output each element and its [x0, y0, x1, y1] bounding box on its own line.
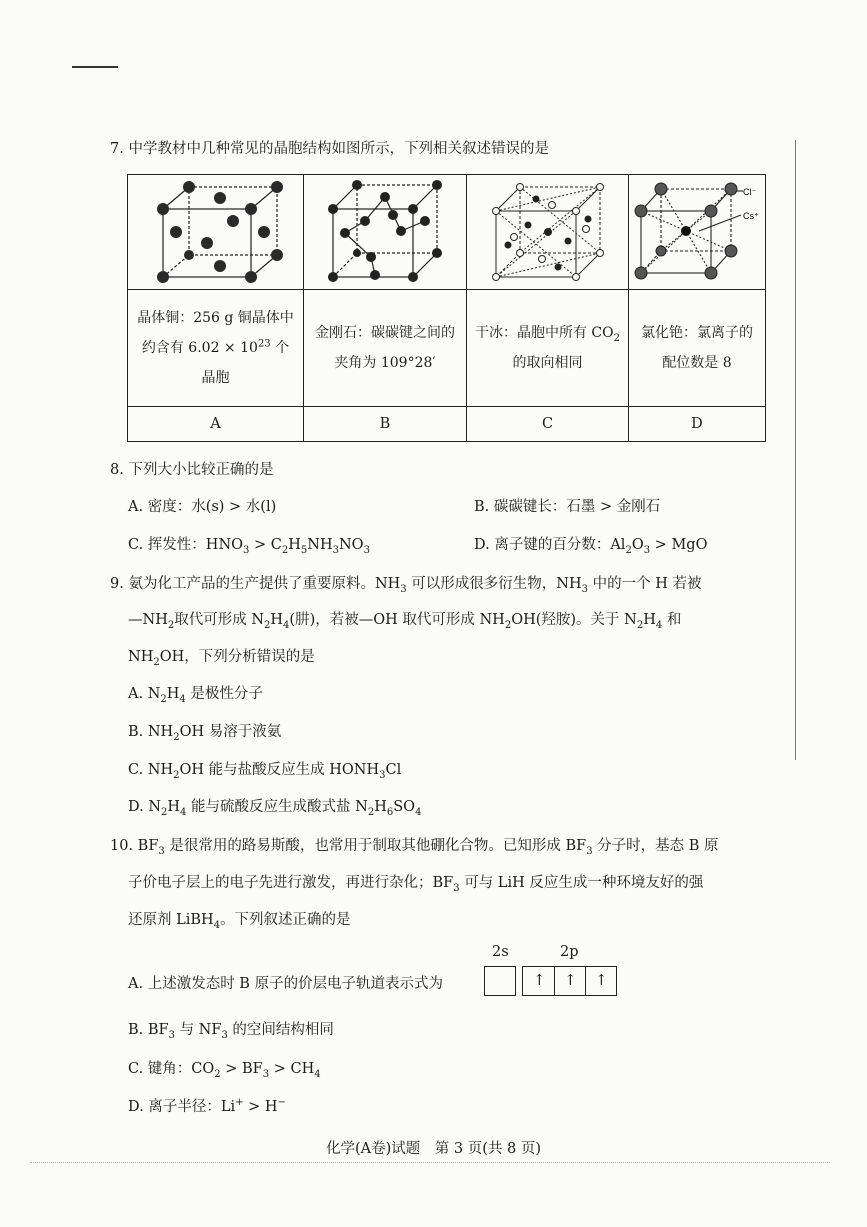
question-9-option-b: B. $NH_2OH$ 易溶于液氨 — [128, 724, 282, 743]
question-9-option-c: C. $NH_2OH$ 能与盐酸反应生成 $HONH_3Cl$ — [128, 762, 402, 781]
orbital-2p-label: 2p — [560, 944, 579, 960]
question-8-option-a: A. 密度：水(s) > 水(l) — [128, 499, 277, 515]
crystal-structure-table — [127, 174, 766, 442]
dry-ice-cell-figure — [467, 175, 629, 290]
electron-up-arrow-3: ↑ — [595, 971, 608, 989]
orbital-2s-box — [484, 966, 516, 996]
question-8-option-c: C. 挥发性：$HNO_3 > C_2H_5NH_3NO_3$ — [128, 537, 370, 556]
question-8-option-b: B. 碳碳键长：石墨 > 金刚石 — [474, 499, 661, 515]
question-10-option-d: D. 离子半径：Li+ > H− — [128, 1097, 286, 1115]
option-b-label: B — [304, 407, 467, 442]
electron-up-arrow-1: ↑ — [533, 971, 546, 989]
cs-ion-label: Cs⁺ — [743, 211, 759, 221]
question-9-option-d: D. $N_2H_4$ 能与硫酸反应生成酸式盐 $N_2H_6SO_4$ — [128, 799, 422, 818]
top-rule — [72, 66, 118, 68]
option-c-description: 干冰：晶胞中所有 $CO_2$ 的取向相同 — [467, 290, 629, 407]
option-a-description: 晶体铜：256 g 铜晶体中 约含有 $6.02 \times 10^{23}$ 个 晶胞 — [128, 290, 304, 407]
question-8-stem: 8. 下列大小比较正确的是 — [110, 462, 274, 478]
question-10-stem-line-2: 子价电子层上的电子先进行激发，再进行杂化；$BF_3$ 可与 LiH 反应生成一种环境友好的强 — [128, 875, 704, 894]
footer-rule — [30, 1162, 830, 1163]
question-9-stem-line-2: $—NH_2$取代可形成 $N_2H_4$(肼)，若被—OH 取代可形成 $NH_2OH$(羟胺)。关于 $N_2H_4$ 和 — [128, 612, 682, 631]
question-10-stem-line-3: 还原剂 LiBH$_4$。下列叙述正确的是 — [128, 912, 351, 931]
copper-cell-figure — [128, 175, 304, 290]
dry-ice-diagram — [478, 175, 618, 285]
electron-up-arrow-2: ↑ — [564, 971, 577, 989]
question-9-stem-line-1: 9. 氨为化工产品的生产提供了重要原料。$NH_3$ 可以形成很多衍生物，$NH_3$ 中的一个 H 若被 — [110, 576, 702, 595]
orbital-2p-box — [522, 966, 617, 996]
question-9-option-a: A. $N_2H_4$ 是极性分子 — [128, 686, 263, 705]
orbital-2s-label: 2s — [492, 944, 509, 960]
page-edge-line — [795, 140, 796, 760]
question-8-option-d: D. 离子键的百分数：$Al_2O_3$ > MgO — [474, 537, 708, 556]
diamond-cell-figure — [304, 175, 467, 290]
fcc-copper-diagram — [141, 175, 291, 285]
page-footer: 化学(A卷)试题 第 3 页(共 8 页) — [326, 1141, 541, 1157]
question-9-stem-line-3: $NH_2OH$，下列分析错误的是 — [128, 649, 315, 668]
option-b-description: 金刚石：碳碳键之间的 夹角为 109°28′ — [304, 290, 467, 407]
diamond-diagram — [315, 175, 455, 285]
question-7-stem: 7. 中学教材中几种常见的晶胞结构如图所示，下列相关叙述错误的是 — [110, 141, 549, 157]
question-10-option-b: B. $BF_3$ 与 $NF_3$ 的空间结构相同 — [128, 1022, 334, 1041]
option-d-label: D — [629, 407, 766, 442]
cl-ion-label: Cl⁻ — [743, 187, 757, 197]
question-10-option-c: C. 键角：$CO_2 > BF_3 > CH_4$ — [128, 1061, 321, 1080]
question-10-stem-line-1: 10. $BF_3$ 是很常用的路易斯酸，也常用于制取其他硼化合物。已知形成 $BF_3$ 分子时，基态 B 原 — [110, 838, 719, 857]
cesium-chloride-cell-figure — [629, 175, 766, 290]
option-c-label: C — [467, 407, 629, 442]
question-10-option-a: A. 上述激发态时 B 原子的价层电子轨道表示式为 — [128, 976, 444, 992]
cscl-diagram — [629, 175, 765, 285]
option-a-label: A — [128, 407, 304, 442]
option-d-description: 氯化铯：氯离子的 配位数是 8 — [629, 290, 766, 407]
